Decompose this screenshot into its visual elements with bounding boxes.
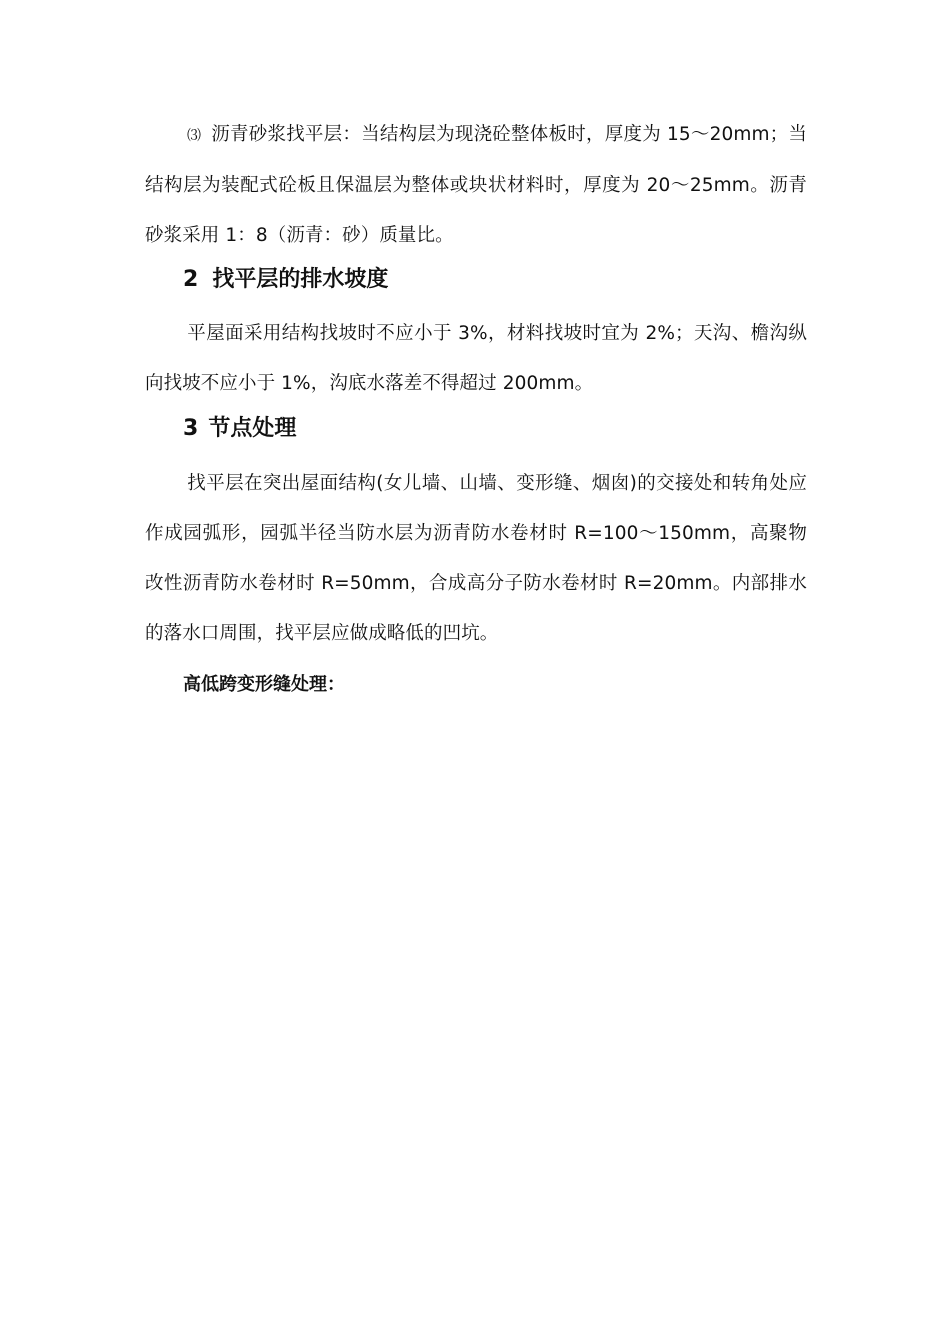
section-heading-drainage-slope [183,265,388,295]
paragraph-text: 沥青砂浆找平层：当结构层为现浇砼整体板时，厚度为 15～20mm；当结构层为装配式砼板且保温层为整体或块状材料时，厚度为 20～25mm。沥青砂浆采用 1：8（沥青：砂）质量比。 [145,124,807,246]
paragraph-text: 找平层在突出屋面结构(女儿墙、山墙、变形缝、烟囱)的交接处和转角处应作成园弧形，园弧半径当防水层为沥青防水卷材时 R=100～150mm，高聚物改性沥青防水卷材时 R=50mm，合成高分子防水卷材时 R=20mm。内部排水的落水口周围，找平层应做成略低的凹坑。 [145,473,807,644]
section-heading-node-treatment [183,414,296,444]
section-title: 找平层的排水坡度 [212,267,389,292]
section-number: 3 [183,416,199,441]
subheading-expansion-joint: 高低跨变形缝处理： [183,674,345,695]
paragraph-asphalt-mortar [145,110,807,261]
paragraph-node-treatment [145,459,807,659]
section-number: 2 [183,267,199,292]
section-title: 节点处理 [208,416,297,441]
paragraph-drainage-slope [145,309,807,409]
paragraph-text: 平屋面采用结构找坡时不应小于 3%，材料找坡时宜为 2%；天沟、檐沟纵向找坡不应小于 1%，沟底水落差不得超过 200mm。 [145,323,807,394]
list-marker: ⑶ [187,128,202,144]
